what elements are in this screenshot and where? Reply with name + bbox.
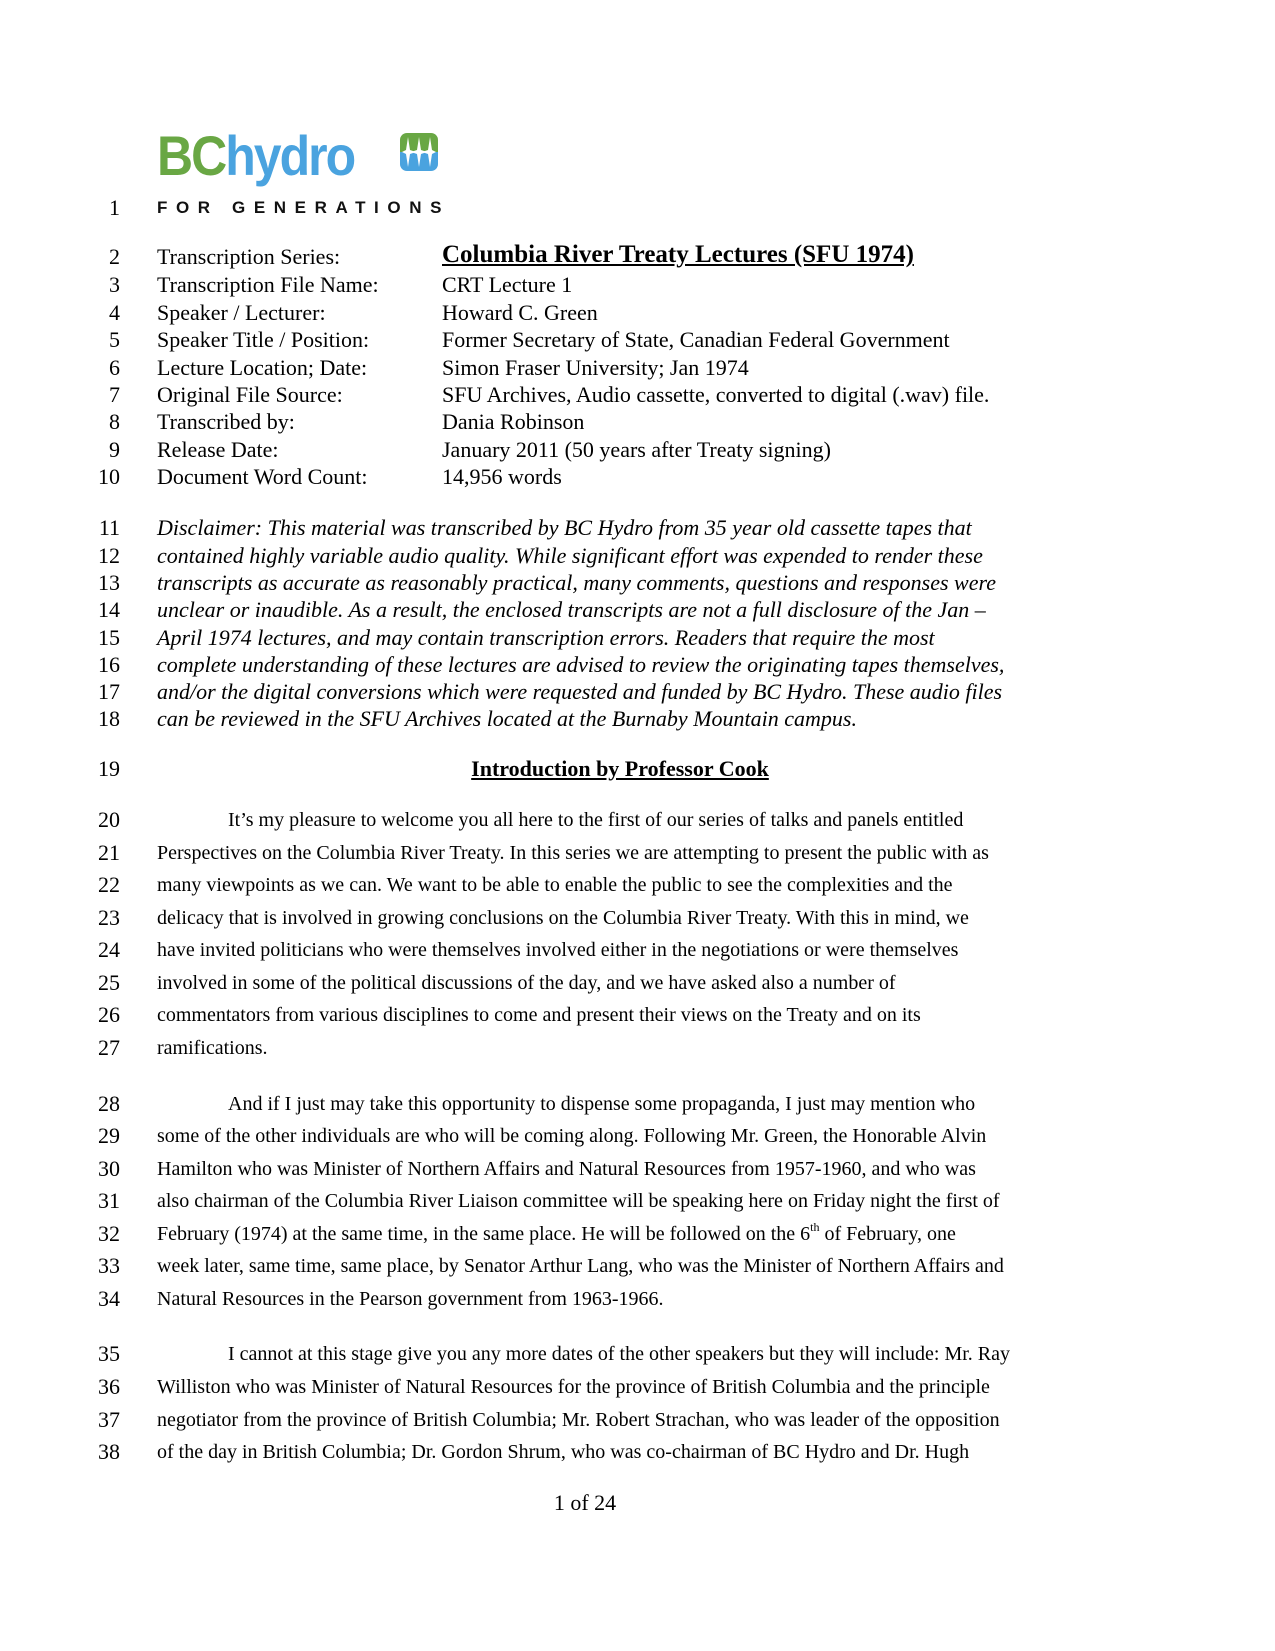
logo-tagline: FOR GENERATIONS [157, 198, 451, 217]
line-number: 4 [109, 300, 120, 325]
line-number: 2 [109, 244, 120, 269]
metadata-label: Speaker / Lecturer: [157, 300, 326, 325]
line-number: 19 [98, 756, 120, 781]
paragraph-line: I cannot at this stage give you any more dates of the other speakers but they will include: Mr. Ray [228, 1343, 1011, 1365]
logo-hydro-text: hydro [225, 124, 355, 188]
paragraph-line: some of the other individuals are who will be coming along. Following Mr. Green, the Honorable Alvin [157, 1125, 987, 1147]
metadata-label: Transcription Series: [157, 244, 341, 269]
paragraph-line: many viewpoints as we can. We want to be able to enable the public to see the complexities and the [157, 874, 953, 896]
ordinal-suffix: th [810, 1220, 820, 1234]
page-number: 1 of 24 [553, 1490, 617, 1515]
line-number: 31 [98, 1188, 120, 1213]
line-number: 12 [98, 543, 120, 568]
line-number: 38 [98, 1439, 120, 1464]
line-number: 6 [109, 355, 120, 380]
metadata-value: January 2011 (50 years after Treaty signing) [442, 437, 831, 462]
disclaimer-line: transcripts as accurate as reasonably practical, many comments, questions and responses were [157, 570, 996, 595]
line-number: 29 [98, 1123, 120, 1148]
metadata-value: CRT Lecture 1 [442, 272, 573, 297]
disclaimer-line: April 1974 lectures, and may contain transcription errors. Readers that require the most [157, 625, 935, 650]
line-number: 37 [98, 1407, 120, 1432]
metadata-value: 14,956 words [442, 464, 562, 489]
metadata-label: Transcription File Name: [157, 272, 379, 297]
paragraph-line: Hamilton who was Minister of Northern Affairs and Natural Resources from 1957-1960, and who was [157, 1158, 976, 1180]
line-number: 35 [98, 1341, 120, 1366]
disclaimer-line: contained highly variable audio quality. While significant effort was expended to render these [157, 543, 983, 568]
line-number: 15 [98, 625, 120, 650]
disclaimer-line: and/or the digital conversions which were requested and funded by BC Hydro. These audio files [157, 679, 1003, 704]
metadata-label: Transcribed by: [157, 409, 295, 434]
logo-bc-text: BC [157, 124, 226, 188]
line-number: 24 [98, 937, 120, 962]
metadata-value: Former Secretary of State, Canadian Federal Government [442, 327, 950, 352]
metadata-value: SFU Archives, Audio cassette, converted to digital (.wav) file. [442, 382, 990, 407]
paragraph-line: delicacy that is involved in growing conclusions on the Columbia River Treaty. With this in mind, we [157, 907, 969, 929]
line-number: 16 [98, 652, 120, 677]
line-number: 8 [109, 409, 120, 434]
line-number: 28 [98, 1091, 120, 1116]
metadata-label: Original File Source: [157, 382, 343, 407]
line-number: 25 [98, 970, 120, 995]
line-number: 27 [98, 1035, 120, 1060]
line-number: 30 [98, 1156, 120, 1181]
paragraph-line: week later, same time, same place, by Senator Arthur Lang, who was the Minister of Northern Affairs and [157, 1255, 1004, 1277]
metadata-label: Speaker Title / Position: [157, 327, 370, 352]
line-number: 34 [98, 1286, 120, 1311]
line-number: 33 [98, 1253, 120, 1278]
paragraph-line: have invited politicians who were themselves involved either in the negotiations or were themselves [157, 939, 959, 961]
line-number: 1 [109, 195, 120, 220]
paragraph-line: And if I just may take this opportunity to dispense some propaganda, I just may mention who [228, 1093, 976, 1115]
line-number: 22 [98, 872, 120, 897]
metadata-value: Simon Fraser University; Jan 1974 [442, 355, 749, 380]
metadata-value: Howard C. Green [442, 300, 598, 325]
paragraph-line [157, 1220, 956, 1245]
paragraph-line: of the day in British Columbia; Dr. Gordon Shrum, who was co-chairman of BC Hydro and Dr. Hugh [157, 1441, 970, 1463]
logo-wordmark [157, 124, 355, 188]
line-number: 3 [109, 272, 120, 297]
paragraph-line: involved in some of the political discussions of the day, and we have asked also a number of [157, 972, 896, 994]
paragraph-line: also chairman of the Columbia River Liaison committee will be speaking here on Friday night the first of [157, 1190, 1000, 1212]
disclaimer-line: unclear or inaudible. As a result, the enclosed transcripts are not a full disclosure of the Jan – [157, 597, 986, 622]
disclaimer-line: Disclaimer: This material was transcribed by BC Hydro from 35 year old cassette tapes that [157, 515, 972, 540]
bc-hydro-star-icon [400, 133, 438, 171]
line-number: 11 [98, 515, 120, 540]
series-title: Columbia River Treaty Lectures (SFU 1974) [442, 241, 914, 268]
line-number: 32 [98, 1221, 120, 1246]
paragraph-line: Williston who was Minister of Natural Resources for the province of British Columbia and the principle [157, 1376, 990, 1398]
metadata-value: Dania Robinson [442, 409, 585, 434]
line-number: 5 [109, 327, 120, 352]
line-number: 20 [98, 807, 120, 832]
line-number: 17 [98, 679, 120, 704]
line-number: 26 [98, 1002, 120, 1027]
paragraph-line: negotiator from the province of British Columbia; Mr. Robert Strachan, who was leader of the opposition [157, 1409, 1000, 1431]
line-number: 21 [98, 840, 120, 865]
line-number: 14 [98, 597, 120, 622]
line-number: 13 [98, 570, 120, 595]
metadata-label: Document Word Count: [157, 464, 368, 489]
disclaimer-line: complete understanding of these lectures are advised to review the originating tapes themselves, [157, 652, 1005, 677]
line-text: February (1974) at the same time, in the same place. He will be followed on the 6 [157, 1223, 811, 1245]
line-number: 10 [98, 464, 120, 489]
line-number: 23 [98, 905, 120, 930]
paragraph-line: It’s my pleasure to welcome you all here to the first of our series of talks and panels entitled [228, 809, 964, 831]
paragraph-line: Natural Resources in the Pearson government from 1963-1966. [157, 1288, 664, 1310]
disclaimer-line: can be reviewed in the SFU Archives located at the Burnaby Mountain campus. [157, 706, 857, 731]
paragraph-line: ramifications. [157, 1037, 268, 1059]
line-number: 9 [109, 437, 120, 462]
metadata-label: Lecture Location; Date: [157, 355, 368, 380]
line-text: of February, one [819, 1223, 956, 1245]
paragraph-line: commentators from various disciplines to come and present their views on the Treaty and on its [157, 1004, 921, 1026]
metadata-label: Release Date: [157, 437, 279, 462]
line-number: 7 [109, 382, 120, 407]
line-number: 18 [98, 706, 120, 731]
paragraph-line: Perspectives on the Columbia River Treaty. In this series we are attempting to present the public with as [157, 842, 989, 864]
line-number: 36 [98, 1374, 120, 1399]
section-heading: Introduction by Professor Cook [471, 756, 769, 781]
